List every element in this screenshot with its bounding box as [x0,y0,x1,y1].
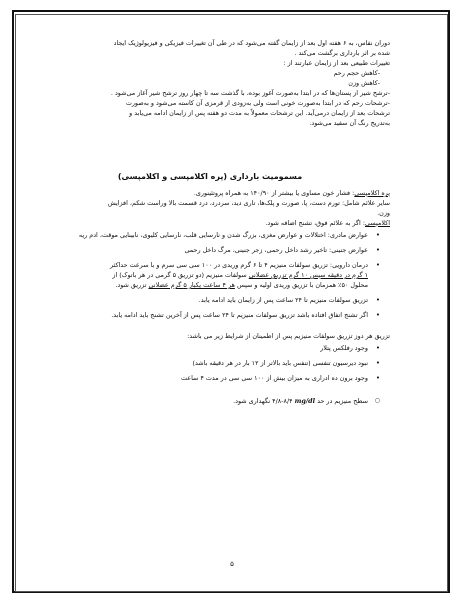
signs-line: سایر علائم شامل: تورم دست، پا، صورت و پلک‌ها، تاری دید، سردرد، درد قسمت بالا وراست شکم، افزایش [107,199,390,207]
intro-item: -کاهش حجم رحم [333,69,380,77]
intro-line: -ترشحات رحم که در ابتدا به‌صورت خونی است ولی به‌زودی از قرمزی آن کاسته می‌شود و به‌صورت [125,99,390,107]
intro-line: -ترشح شیر از پستان‌ها که در ابتدا به‌صورت آغوز بوده، با گذشت سه تا چهار روز ترشح شیر آغاز می‌شود . [110,89,390,97]
list-item: • نبود دیرسیون تنفسی (تنفس باید بالاتر از ۱۲ بار در هر دقیقه باشد) [30,358,368,368]
eclampsia-definition [30,218,390,228]
list-item: • تزریق سولفات منیزیم تا ۲۴ ساعت پس از زایمان باید ادامه یابد. [30,295,368,305]
preeclampsia-definition [30,188,390,198]
treatment-emphasis: هر ۴ ساعت یکبار ۵ گرم عضلانی [148,281,235,289]
list-item: • اگر تشنج اتفاق افتاده باشد تزریق سولفات منیزیم تا ۲۴ ساعت پس از آخرین تشنج باید ادامه یابد. [30,310,368,320]
page-number: ۵ [230,560,234,568]
intro-line: به‌تدریج رنگ آن سفید می‌شود. [309,119,390,127]
conditions-list [30,343,390,383]
treatment-text: درمان دارویی: تزریق سولفات منیزیم ۴ تا ۶ گرم وریدی [222,261,368,269]
intro-line: تغییرات طبیعی بعد از زایمان عبارتند از : [283,59,390,67]
section-title: مسمومیت بارداری (پره اکلامپسی و اکلامپسی) [117,172,303,181]
list-item: • وجود برون ده ادراری به میزان بیش از ۱۰۰ سی سی در مدت ۴ ساعت [30,373,368,383]
intro-line: شده بر اثر بارداری برگشت می‌کند . [294,49,390,57]
level-unit: mg/dl [294,397,316,405]
intro-item: -کاهش وزن [348,79,380,87]
conditions-intro: تزریق هر دوز تزریق سولفات منیزیم پس از اطمینان از شرایط زیر می باشد: [187,332,390,340]
level-text: ۸/۴-۴/۸ نگهداری شود. [233,397,295,405]
treatment-text: سولفات منیزیم (دو تزریق ۵ گرمی در هر باتوک) از [112,271,249,279]
treatment-text: محلول ۵۰٪ همزمان با تزریق وریدی اولیه و سپس [234,281,368,289]
preeclampsia-text: : فشار خون مساوی یا بیشتر از ۱۴۰/۹۰ به همراه پروتئینوری. [193,189,355,197]
intro-line: ترشحات بعد از زایمان درمی‌آید. این ترشحات معمولاً به مدت دو هفته پس از زایمان ادامه می‌یابد و [129,109,390,117]
level-text: سطح منیزیم در حد [315,397,368,405]
intro-line: دوران نفاس، به ۶ هفته اول بعد از زایمان گفته می‌شود که در طی آن تغییرات فیزیکی و فیزیولوژیک ایجاد [113,39,390,47]
treatment-emphasis: ۱ گرم در دقیقه سپس ۱۰ گرم تزریق عضلانی [248,271,368,279]
eclampsia-text: : اگر به علائم فوق، تشنج اضافه شود. [265,219,365,227]
preeclampsia-label: پره اکلامپسی [354,189,390,197]
list-item: • عوارض جنینی: تاخیر رشد داخل رحمی، زجر جنینی، مرگ داخل رحمی [30,245,368,255]
treatment-text: تزریق شود. [115,281,149,289]
document-body [30,38,390,411]
treatment-item [30,260,368,290]
magnesium-level-list [30,396,390,406]
complications-list [30,230,390,320]
list-item: • وجود رفلکس پتلار [30,343,368,353]
treatment-text: در ۱۰۰ سی سی سرم و با سرعت حداکثر [109,261,223,269]
eclampsia-label: اکلامپسی [364,219,390,227]
signs-line: وزن. [377,209,390,217]
list-item: • عوارض مادری: اختلالات و عوارض مغزی، بزرگ شدن و نارسایی قلب، نارسایی کلیوی، نابینایی موقت، ادم ریه [30,230,368,240]
magnesium-level-item [30,396,368,406]
